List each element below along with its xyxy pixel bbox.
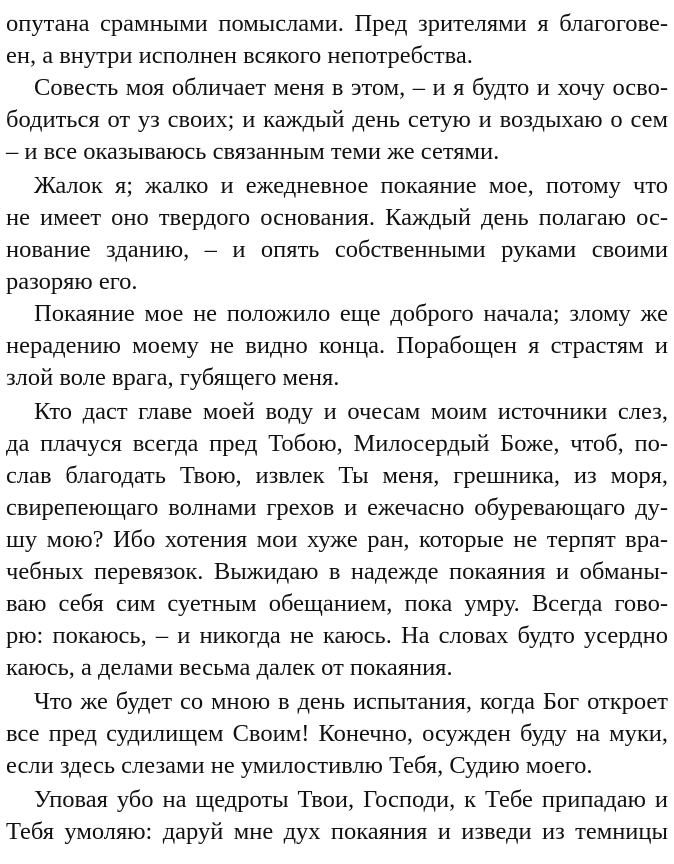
text-line: Кто даст главе моей воду и очесам моим источники слез, (34, 398, 668, 425)
text-line: рю: покаюсь, – и никогда не каюсь. На словах будто усердно (6, 622, 668, 649)
text-line: Жалок я; жалко и ежедневное покаяние мое, потому что (34, 172, 668, 199)
text-line: бодиться от уз своих; и каждый день сетую и воздыхаю о сем (6, 106, 668, 133)
text-line: не имеет оно твердого основания. Каждый день полагаю ос- (6, 204, 668, 231)
text-line: все пред судилищем Своим! Конечно, осужден буду на муки, (6, 720, 668, 747)
text-line: свирепеющаго волнами грехов и ежечасно обуревающаго ду- (6, 494, 668, 521)
text-line: шу мою? Ибо хотения мои хуже ран, которые не терпят вра- (6, 526, 668, 553)
text-line: разоряю его. (6, 268, 138, 295)
text-line: – и все оказываюсь связанным теми же сетями. (6, 138, 500, 165)
text-line: Уповая убо на щедроты Твои, Господи, к Тебе припадаю и (34, 786, 668, 813)
text-line: слав благодать Твою, извлек Ты меня, грешника, из моря, (6, 462, 668, 489)
text-line: нерадению моему не видно конца. Порабощен я страстям и (6, 332, 668, 359)
text-line: Что же будет со мною в день испытания, когда Бог откроет (34, 688, 668, 715)
text-line: Тебя умоляю: даруй мне дух покаяния и изведи из темницы (6, 818, 668, 845)
text-line: злой воле врага, губящего меня. (6, 364, 340, 391)
text-line: ен, а внутри исполнен всякого непотребства. (6, 42, 473, 69)
text-line: ваю себя сим суетным обещанием, пока умру. Всегда гово- (6, 590, 668, 617)
text-line: если здесь слезами не умилостивлю Тебя, Судию моего. (6, 752, 593, 779)
text-line: каюсь, а делами весьма далек от покаяния. (6, 654, 453, 681)
text-line: нование зданию, – и опять собственными руками своими (6, 236, 668, 263)
text-line: Покаяние мое не положило еще доброго начала; злому же (34, 300, 668, 327)
text-line: Совесть моя обличает меня в этом, – и я будто и хочу осво- (34, 74, 668, 101)
text-line: опутана срамными помыслами. Пред зрителями я благогове- (6, 10, 668, 37)
text-line: да плачуся всегда пред Тобою, Милосердый Боже, чтоб, по- (6, 430, 668, 457)
text-line: чебных перевязок. Выжидаю в надежде покаяния и обманы- (6, 558, 668, 585)
